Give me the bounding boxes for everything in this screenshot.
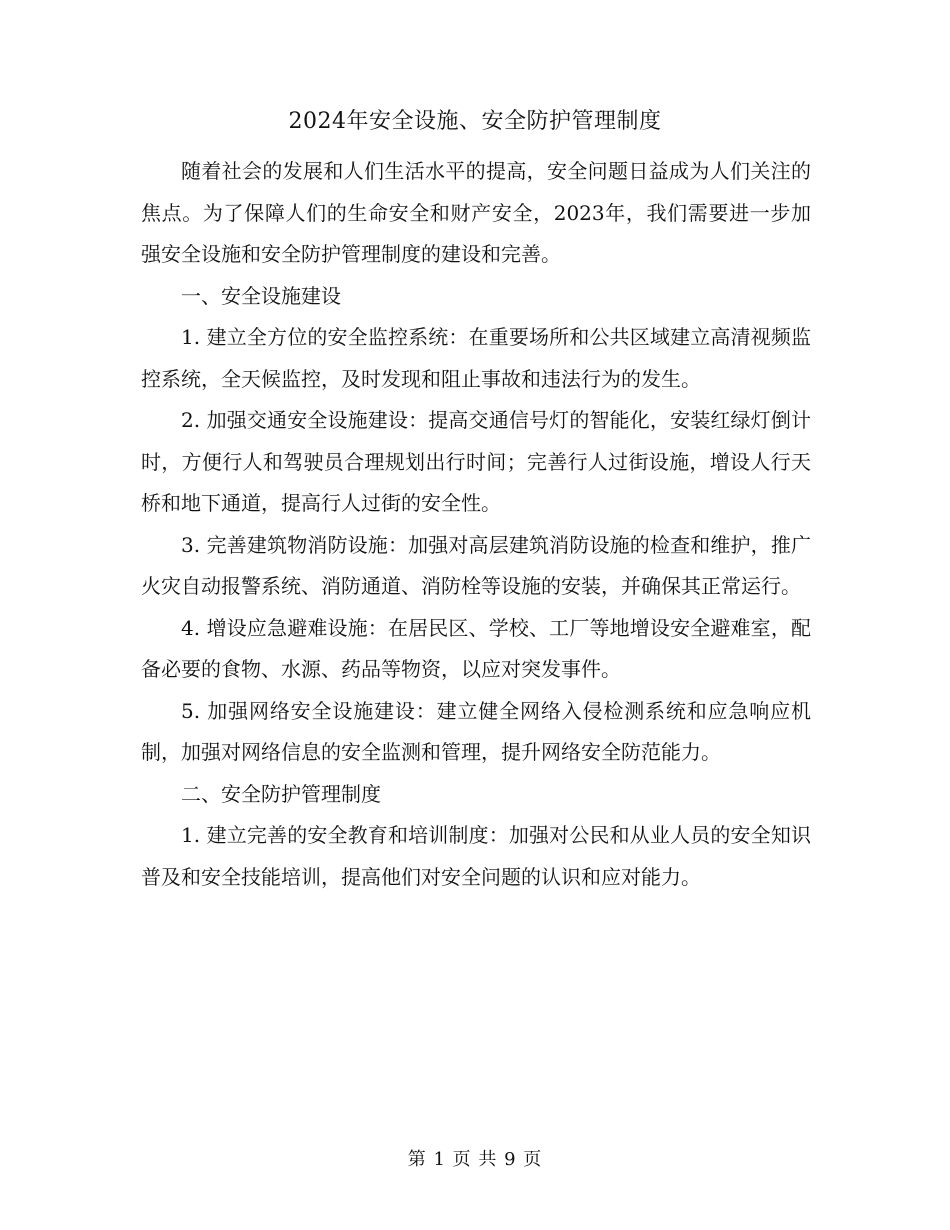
page-number-footer: 第 1 页 共 9 页: [407, 1149, 543, 1170]
intro-paragraph: 随着社会的发展和人们生活水平的提高，安全问题日益成为人们关注的焦点。为了保障人们的生命安全和财产安全，2023年，我们需要进一步加强安全设施和安全防护管理制度的建设和完善。: [141, 159, 811, 266]
list-item-paragraph: 4. 增设应急避难设施：在居民区、学校、工厂等地增设安全避难室，配备必要的食物、水源、药品等物资，以应对突发事件。: [141, 615, 811, 681]
section-heading-facilities: 一、安全设施建设: [181, 283, 341, 308]
list-item-paragraph: 5. 加强网络安全设施建设：建立健全网络入侵检测系统和应急响应机制，加强对网络信息的安全监测和管理，提升网络安全防范能力。: [141, 698, 811, 764]
list-item-paragraph: 1. 建立完善的安全教育和培训制度：加强对公民和从业人员的安全知识普及和安全技能培训，提高他们对安全问题的认识和应对能力。: [141, 823, 811, 889]
list-item-paragraph: 3. 完善建筑物消防设施：加强对高层建筑消防设施的检查和维护，推广火灾自动报警系统、消防通道、消防栓等设施的安装，并确保其正常运行。: [141, 532, 811, 598]
document-title: 2024年安全设施、安全防护管理制度: [288, 109, 662, 134]
list-item-paragraph: 1. 建立全方位的安全监控系统：在重要场所和公共区域建立高清视频监控系统，全天候监控，及时发现和阻止事故和违法行为的发生。: [141, 325, 811, 391]
section-heading-management: 二、安全防护管理制度: [181, 781, 381, 806]
document-body: [141, 151, 811, 898]
list-item-paragraph: 2. 加强交通安全设施建设：提高交通信号灯的智能化，安装红绿灯倒计时，方便行人和驾驶员合理规划出行时间；完善行人过街设施，增设人行天桥和地下通道，提高行人过街的安全性。: [141, 408, 811, 515]
